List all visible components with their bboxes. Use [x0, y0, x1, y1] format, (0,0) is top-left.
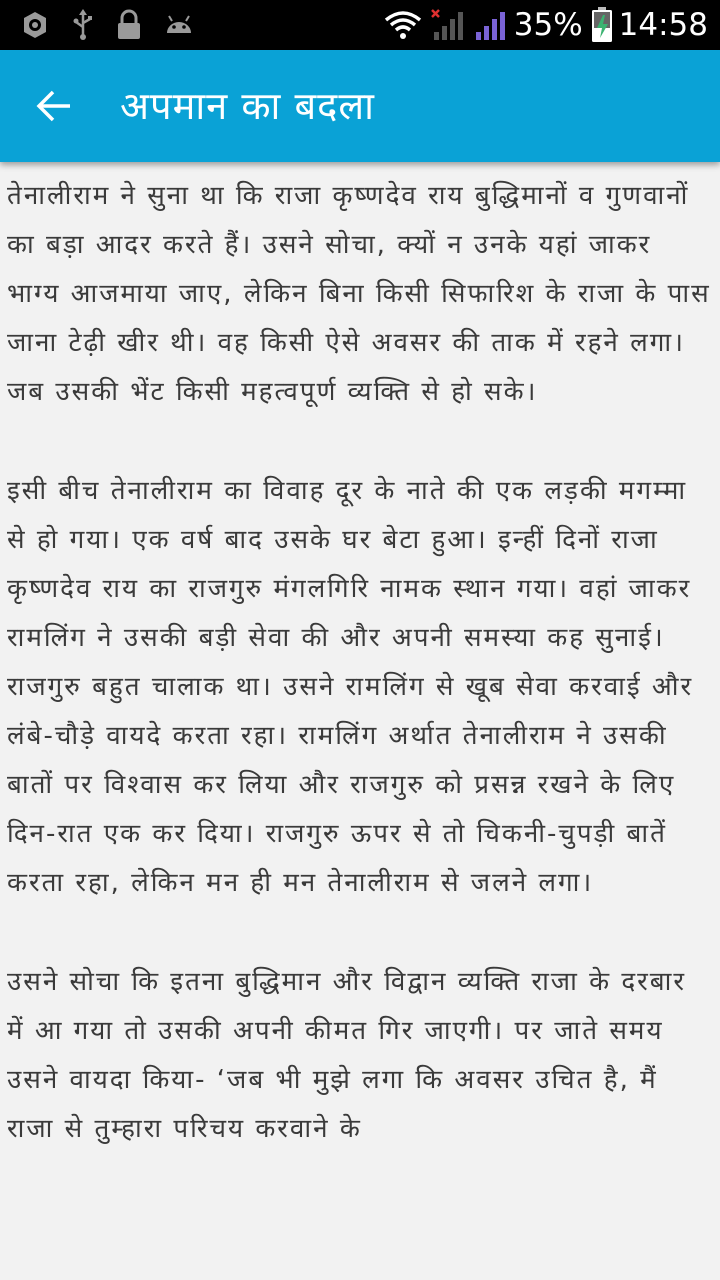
story-paragraph: उसने सोचा कि इतना बुद्धिमान और विद्वान व्यक्ति राजा के दरबार में आ गया तो उसकी अपनी कीमत गिर जाएगी। पर जाते समय उसने वायदा किया- ‘जब भी मुझे लगा कि अवसर उचित है, मैं राजा से तुम्हारा परिचय करवाने के [7, 966, 686, 1144]
no-signal-icon [430, 8, 466, 42]
story-paragraph: राजगुरु बहुत चालाक था। उसने रामलिंग से खूब सेवा करवाई और लंबे-चौड़े वायदे करता रहा। रामलिंग अर्थात तेनालीराम ने उसकी बातों पर विश्वास कर लिया और राजगुरु को प्रसन्न रखने के लिए दिन-रात एक कर दिया। राजगुरु ऊपर से तो चिकनी-चुपड़ी बातें करता रहा, लेकिन मन ही मन तेनालीराम से जलने लगा। [7, 671, 694, 899]
story-paragraph: तेनालीराम ने सुना था कि राजा कृष्णदेव राय बुद्धिमानों व गुणवानों का बड़ा आदर करते हैं। उसने सोचा, क्यों न उनके यहां जाकर भाग्य आजमाया जाए, लेकिन बिना किसी सिफारिश के राजा के पास जाना टेढ़ी खीर थी। वह किसी ऐसे अवसर की ताक में रहने लगा। जब उसकी भेंट किसी महत्वपूर्ण व्यक्ति से हो सके। [7, 181, 711, 408]
story-content[interactable] [7, 172, 713, 1280]
battery-charging-icon [591, 7, 613, 43]
notification-icons [20, 8, 216, 42]
battery-percent: 35% [513, 7, 583, 43]
system-icons [376, 0, 708, 50]
back-button[interactable] [22, 74, 86, 138]
arrow-left-icon [34, 86, 74, 126]
usb-icon [72, 9, 94, 41]
android-icon [164, 13, 194, 37]
lock-icon [116, 9, 142, 41]
paragraph-spacer [7, 908, 713, 957]
clock: 14:58 [618, 7, 708, 43]
app-bar [0, 50, 720, 162]
page-title: अपमान का बदला [120, 84, 375, 128]
status-bar [0, 0, 720, 50]
wifi-icon [384, 10, 422, 40]
app-badge-icon [20, 10, 50, 40]
signal-icon [474, 8, 508, 42]
paragraph-spacer [7, 417, 713, 466]
story-paragraph: इसी बीच तेनालीराम का विवाह दूर के नाते की एक लड़की मगम्मा से हो गया। एक वर्ष बाद उसके घर बेटा हुआ। इन्हीं दिनों राजा कृष्णदेव राय का राजगुरु मंगलगिरि नामक स्थान गया। वहां जाकर रामलिंग ने उसकी बड़ी सेवा की और अपनी समस्या कह सुनाई। [7, 475, 692, 653]
